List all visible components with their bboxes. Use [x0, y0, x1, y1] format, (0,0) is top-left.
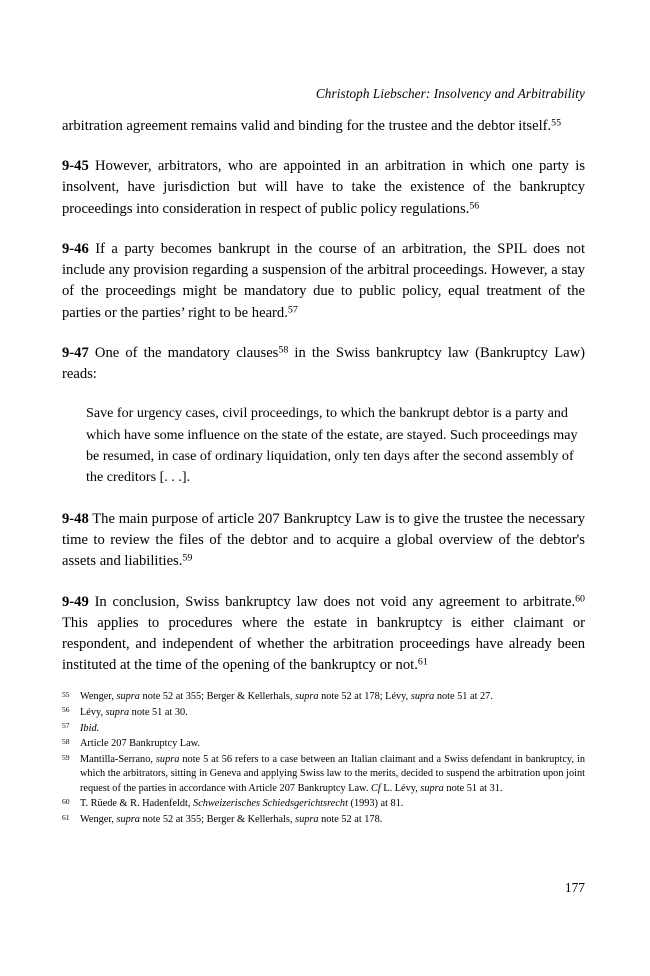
paragraph-number-9-47: 9-47	[62, 344, 89, 361]
running-head: Christoph Liebscher: Insolvency and Arbitrability	[315, 86, 585, 101]
footnote-text-59: Mantilla-Serrano, supra note 5 at 56 refers to a case between an Italian claimant and a Swiss defendant in bankruptcy, in which the arbitrators, sitting in Geneva and applying Swiss law to the merits, decided to suspend the arbitration upon joint request of the parties in accordance with Article 207 Bankruptcy Law. Cf L. Lévy, supra note 51 at 31.	[80, 754, 585, 794]
continued-paragraph	[62, 116, 585, 137]
paragraph-9-49-text-before-note: In conclusion, Swiss bankruptcy law does not void any agreement to arbitrate.	[88, 593, 576, 610]
footnote-text-56: Lévy, supra note 51 at 30.	[80, 706, 188, 718]
footnote-text-60: T. Rüede & R. Hadenfeldt, Schweizerisches Schiedsgerichtsrecht (1993) at 81.	[80, 798, 404, 810]
page-number: 177	[564, 880, 585, 895]
footnote-text-55: Wenger, supra note 52 at 355; Berger & Kellerhals, supra note 52 at 178; Lévy, supra note 51 at 27.	[80, 691, 493, 702]
paragraph-9-48	[62, 509, 585, 573]
footnote-number-59[interactable]: 59	[62, 752, 70, 762]
body-text-block	[62, 116, 585, 695]
footnote-ref-60[interactable]: 60	[575, 593, 585, 605]
blockquote-article-207	[62, 403, 585, 489]
paragraph-9-47-text-after-note: in the Swiss bankruptcy law (Bankruptcy Law) reads:	[62, 344, 586, 382]
footnote-text-57: Ibid.	[80, 722, 100, 734]
footnote-59	[62, 753, 585, 796]
paragraph-9-46-text: If a party becomes bankrupt in the course of an arbitration, the SPIL does not include any provision regarding a suspension of the arbitral proceedings. However, a stay of the proceedings might be mandatory due to public policy, equal treatment of the parties or the parties’ right to be heard.	[62, 240, 585, 321]
paragraph-9-47	[62, 343, 585, 385]
footnote-ref-61[interactable]: 61	[417, 656, 428, 668]
paragraph-number-9-46: 9-46	[62, 240, 89, 257]
footnote-text-58: Article 207 Bankruptcy Law.	[80, 738, 200, 750]
paragraph-9-49-text-after-note: This applies to procedures where the estate in bankruptcy is either claimant or respondent, and independent of whether the arbitration proceedings have already been instituted at the time of the opening of the bankruptcy or not.	[62, 614, 585, 674]
footnote-number-56[interactable]: 56	[62, 705, 70, 715]
paragraph-9-47-text-before-note: One of the mandatory clauses	[88, 344, 279, 361]
footnote-ref-55[interactable]: 55	[551, 117, 562, 129]
footnotes-section	[62, 690, 585, 829]
paragraph-9-45	[62, 156, 585, 220]
footnote-number-55[interactable]: 55	[62, 689, 70, 699]
footnote-text-61: Wenger, supra note 52 at 355; Berger & Kellerhals, supra note 52 at 178.	[80, 814, 383, 825]
paragraph-9-46	[62, 239, 585, 324]
footnote-number-60[interactable]: 60	[62, 796, 70, 806]
footnote-ref-59[interactable]: 59	[182, 552, 193, 564]
footnote-ref-56[interactable]: 56	[469, 200, 480, 212]
paragraph-9-45-text: However, arbitrators, who are appointed in an arbitration in which one party is insolvent, have jurisdiction but will have to take the existence of the bankruptcy proceedings into consideration in respect of public policy regulations.	[62, 158, 585, 217]
footnote-61	[62, 813, 585, 827]
footnote-58	[62, 737, 585, 751]
paragraph-9-48-text: The main purpose of article 207 Bankruptcy Law is to give the trustee the necessary time to review the files of the debtor and to acquire a global overview of the debtor's assets and liabilities.	[62, 510, 585, 570]
blockquote-text: Save for urgency cases, civil proceedings, to which the bankrupt debtor is a party and which have some influence on the state of the estate, are stayed. Such proceedings may be resumed, in case of ordinary liquidation, only ten days after the second assembly of the creditors [. . .].	[86, 405, 578, 486]
paragraph-number-9-48: 9-48	[62, 510, 89, 527]
footnote-57	[62, 722, 585, 736]
footnote-55	[62, 690, 585, 704]
paragraph-number-9-45: 9-45	[62, 158, 89, 175]
footnote-60	[62, 797, 585, 811]
footnote-number-57[interactable]: 57	[62, 721, 70, 730]
continued-paragraph-text: arbitration agreement remains valid and binding for the trustee and the debtor itself.	[62, 118, 552, 134]
footnote-56	[62, 706, 585, 720]
footnote-number-61[interactable]: 61	[62, 812, 70, 822]
paragraph-number-9-49: 9-49	[62, 593, 89, 610]
footnote-number-58[interactable]: 58	[62, 736, 70, 746]
paragraph-9-49	[62, 592, 585, 677]
footnote-ref-57[interactable]: 57	[287, 304, 298, 316]
footnote-ref-58[interactable]: 58	[278, 344, 289, 356]
